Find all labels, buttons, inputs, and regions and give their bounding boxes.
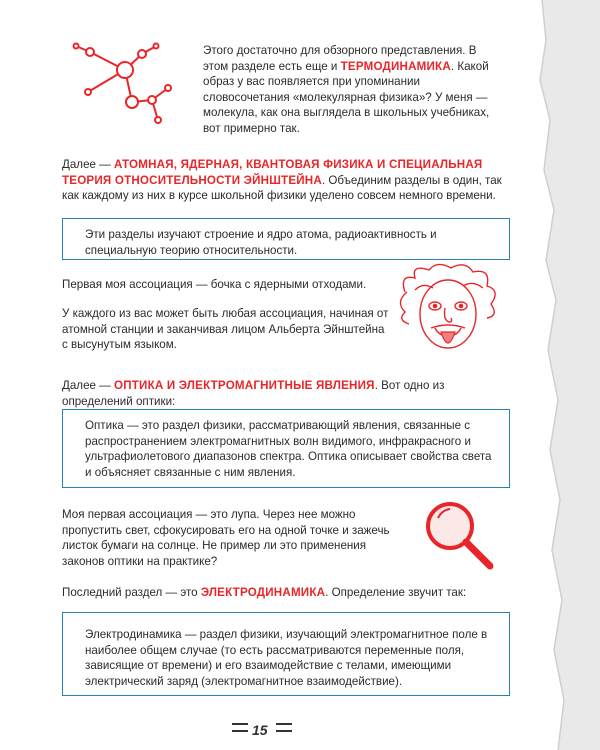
paragraph-magnifier: Моя первая ассоциация — это лупа. Через нее можно пропустить свет, сфокусировать его на одной точке и зажечь листок бумаги на солнце. Не пример ли это применения законов оптики на практике? [62,508,390,568]
highlight-optics: ОПТИКА И ЭЛЕКТРОМАГНИТНЫЕ ЯВЛЕНИЯ [114,379,375,392]
einstein-illustration [393,262,503,362]
highlight-electrodynamics: ЭЛЕКТРОДИНАМИКА [200,586,326,599]
paragraph-electrodynamics: Последний раздел — это ЭЛЕКТРОДИНАМИКА. Определение звучит так: [62,586,467,599]
definition-box-optics: Оптика — это раздел физики, рассматривающий явления, связанные с распространением электромагнитных волн видимого, инфракрасного и ультрафиолетового диапазонов спектра. Оптика описывает свойства света и объясняет связанные с ним явления. [62,409,510,488]
paragraph-atomic: Далее — АТОМНАЯ, ЯДЕРНАЯ, КВАНТОВАЯ ФИЗИКА И СПЕЦИАЛЬНАЯ ТЕОРИЯ ОТНОСИТЕЛЬНОСТИ ЭЙНШТЕЙНА. Объединим разделы в один, так как каждому из них в курсе школьной физики уделено совсем немного времени. [62,158,502,202]
page-number-decoration-right [276,723,292,732]
torn-edge-decoration [520,0,600,750]
paragraph-association-2: У каждого из вас может быть любая ассоциация, начиная от атомной станции и заканчивая лицом Альберта Эйнштейна с высунутым языком. [62,307,389,351]
paragraph-thermodynamics: Этого достаточно для обзорного представления. В этом разделе есть еще и ТЕРМОДИНАМИКА. Какой образ у вас появляется при упоминании словосочетания «молекулярная физика»? У меня — молекула, как она выглядела в школьных учебниках, вот примерно так. [203,44,490,135]
paragraph-optics: Далее — ОПТИКА И ЭЛЕКТРОМАГНИТНЫЕ ЯВЛЕНИЯ. Вот одно из определений оптики: [62,379,445,408]
definition-box-atomic: Эти разделы изучают строение и ядро атома, радиоактивность и специальную теорию относительности. [62,218,510,260]
page-number-decoration-left [232,723,248,732]
page-number: 15 [252,722,268,738]
highlight-thermodynamics: ТЕРМОДИНАМИКА [340,59,451,73]
highlight-atomic-physics: АТОМНАЯ, ЯДЕРНАЯ, КВАНТОВАЯ ФИЗИКА И СПЕЦИАЛЬНАЯ ТЕОРИЯ ОТНОСИТЕЛЬНОСТИ ЭЙНШТЕЙНА [62,158,483,187]
molecule-illustration [70,40,180,130]
paragraph-association-1: Первая моя ассоциация — бочка с ядерными отходами. [62,278,367,291]
definition-box-electrodynamics: Электродинамика — раздел физики, изучающий электромагнитное поле в наиболее общем случае (то есть рассматриваются переменные поля, зависящие от времени) и его взаимодействие с телами, имеющими электрический заряд (электромагнитное взаимодействие). [62,612,510,696]
magnifier-illustration [418,496,498,576]
